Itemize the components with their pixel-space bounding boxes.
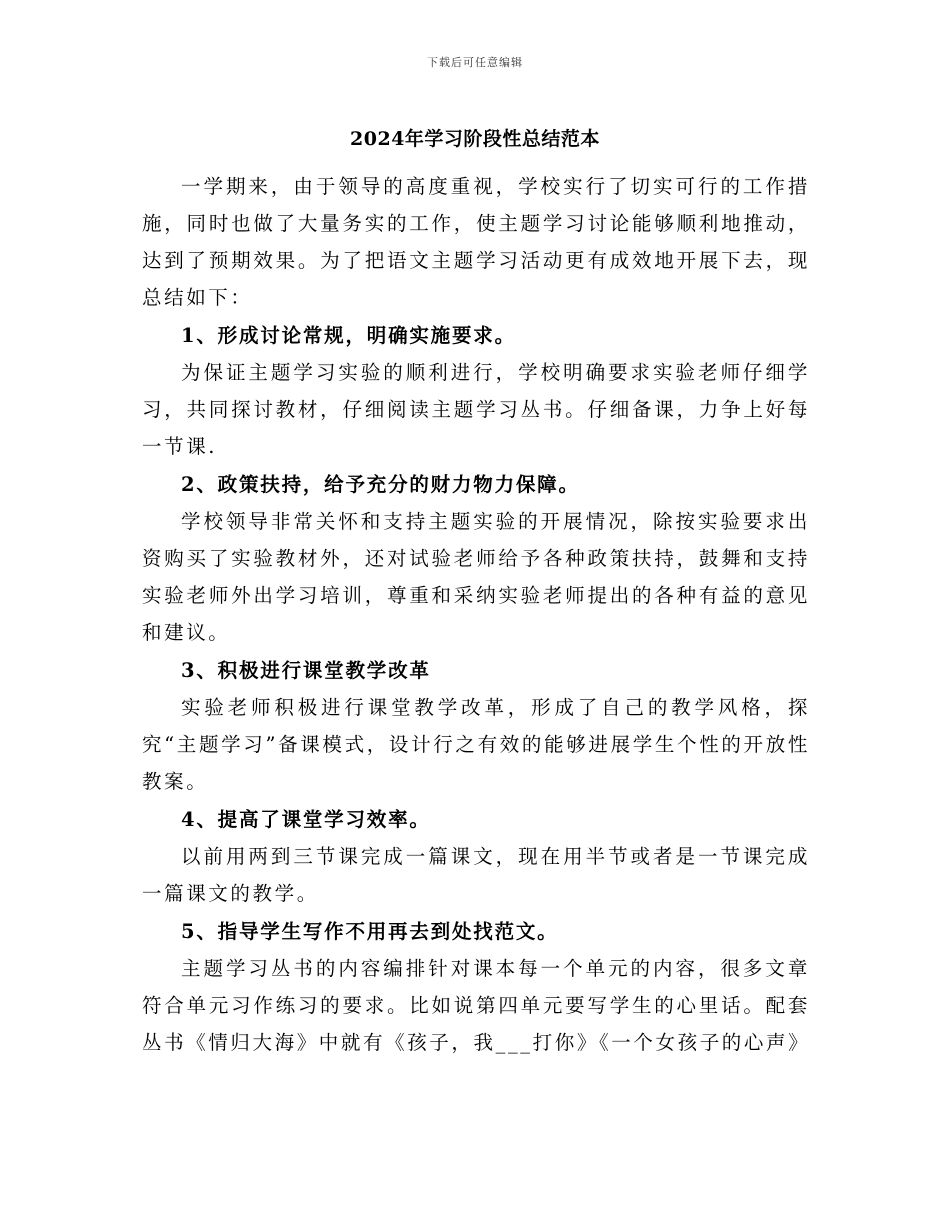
section-paragraph-5: 主题学习丛书的内容编排针对课本每一个单元的内容，很多文章符合单元习作练习的要求。比如说第四单元要写学生的心里话。配套丛书《情归大海》中就有《孩子，我___打你》《一个女孩子的心声》 — [142, 957, 811, 1054]
section-paragraph-3: 实验老师积极进行课堂教学改革，形成了自己的教学风格，探究“主题学习”备课模式，设计行之有效的能够进展学生个性的开放性教案。 — [142, 696, 810, 793]
section-paragraph-1: 为保证主题学习实验的顺利进行，学校明确要求实验老师仔细学习，共同探讨教材，仔细阅读主题学习丛书。仔细备课，力争上好每一节课. — [142, 361, 810, 458]
section-heading-4: 4、提高了课堂学习效率。 — [181, 808, 431, 831]
document-title: 2024年学习阶段性总结范本 — [350, 128, 600, 150]
header-note: 下载后可任意编辑 — [427, 56, 523, 69]
section-heading-2: 2、政策扶持，给予充分的财力物力保障。 — [181, 473, 580, 496]
document-body — [142, 168, 810, 1061]
section-heading-5: 5、指导学生写作不用再去到处找范文。 — [181, 920, 559, 943]
section-heading-1: 1、形成讨论常规，明确实施要求。 — [181, 324, 516, 347]
section-paragraph-2: 学校领导非常关怀和支持主题实验的开展情况，除按实验要求出资购买了实验教材外，还对试验老师给予各种政策扶持，鼓舞和支持实验老师外出学习培训，尊重和采纳实验老师提出的各种有益的意见和建议。 — [142, 510, 810, 644]
intro-paragraph: 一学期来，由于领导的高度重视，学校实行了切实可行的工作措施，同时也做了大量务实的工作，使主题学习讨论能够顺利地推动，达到了预期效果。为了把语文主题学习活动更有成效地开展下去，现总结如下： — [142, 175, 810, 309]
section-heading-3: 3、积极进行课堂教学改革 — [181, 659, 431, 682]
section-paragraph-4: 以前用两到三节课完成一篇课文，现在用半节或者是一节课完成一篇课文的教学。 — [142, 845, 810, 905]
